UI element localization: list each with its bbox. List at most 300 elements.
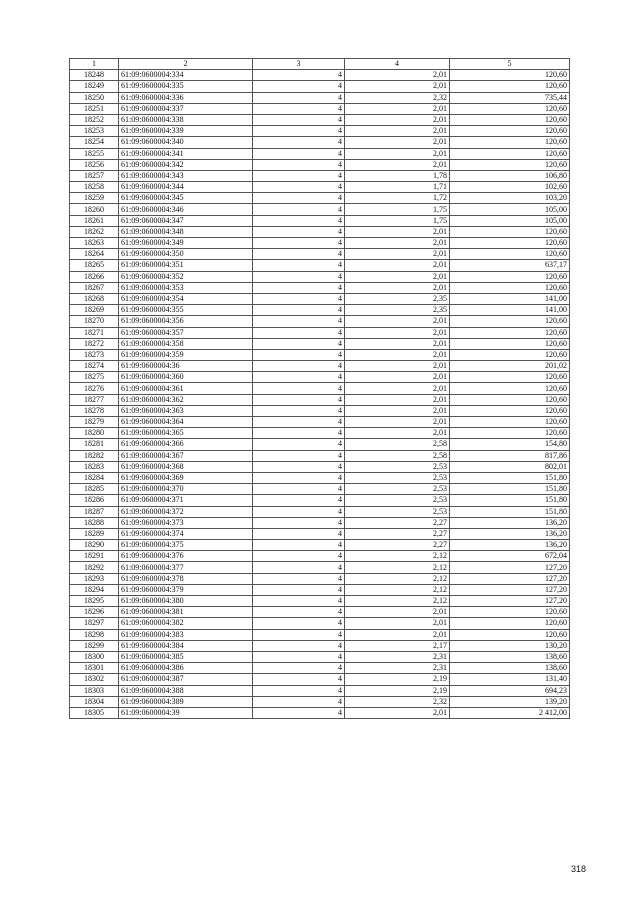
- cadastral-number-cell: 61:09:0600004:363: [119, 405, 253, 416]
- value-3-cell: 4: [253, 696, 345, 707]
- value-3-cell: 4: [253, 495, 345, 506]
- value-4-cell: 2,01: [345, 394, 450, 405]
- value-4-cell: 2,01: [345, 417, 450, 428]
- row-number-cell: 18301: [70, 663, 119, 674]
- table-row: [70, 238, 570, 249]
- cadastral-number-cell: 61:09:0600004:346: [119, 204, 253, 215]
- cadastral-number-cell: 61:09:0600004:345: [119, 193, 253, 204]
- cadastral-number-cell: 61:09:0600004:367: [119, 450, 253, 461]
- value-4-cell: 2,01: [345, 70, 450, 81]
- row-number-cell: 18274: [70, 361, 119, 372]
- value-3-cell: 4: [253, 562, 345, 573]
- value-5-cell: 120,60: [450, 629, 570, 640]
- value-4-cell: 1,75: [345, 204, 450, 215]
- cadastral-number-cell: 61:09:0600004:353: [119, 282, 253, 293]
- value-3-cell: 4: [253, 327, 345, 338]
- table-row: [70, 126, 570, 137]
- value-4-cell: 2,01: [345, 114, 450, 125]
- value-3-cell: 4: [253, 596, 345, 607]
- row-number-cell: 18256: [70, 159, 119, 170]
- value-5-cell: 120,60: [450, 417, 570, 428]
- value-5-cell: 735,44: [450, 92, 570, 103]
- row-number-cell: 18296: [70, 607, 119, 618]
- table-row: [70, 327, 570, 338]
- table-row: [70, 103, 570, 114]
- value-4-cell: 2,32: [345, 696, 450, 707]
- value-3-cell: 4: [253, 182, 345, 193]
- table-row: [70, 651, 570, 662]
- value-5-cell: 694,23: [450, 685, 570, 696]
- table-row: [70, 461, 570, 472]
- table-row: [70, 629, 570, 640]
- cadastral-number-cell: 61:09:0600004:372: [119, 506, 253, 517]
- cadastral-number-cell: 61:09:0600004:373: [119, 517, 253, 528]
- value-3-cell: 4: [253, 349, 345, 360]
- table-row: [70, 137, 570, 148]
- value-4-cell: 1,78: [345, 170, 450, 181]
- table-row: [70, 383, 570, 394]
- cadastral-number-cell: 61:09:0600004:378: [119, 573, 253, 584]
- value-4-cell: 2,01: [345, 327, 450, 338]
- table-row: [70, 640, 570, 651]
- value-5-cell: 120,60: [450, 226, 570, 237]
- cadastral-number-cell: 61:09:0600004:356: [119, 316, 253, 327]
- table-row: [70, 170, 570, 181]
- cadastral-number-cell: 61:09:0600004:339: [119, 126, 253, 137]
- table-row: [70, 249, 570, 260]
- value-5-cell: 120,60: [450, 316, 570, 327]
- table-row: [70, 495, 570, 506]
- table-row: [70, 562, 570, 573]
- value-3-cell: 4: [253, 651, 345, 662]
- value-4-cell: 2,01: [345, 226, 450, 237]
- value-4-cell: 2,01: [345, 238, 450, 249]
- table-row: [70, 293, 570, 304]
- table-row: [70, 182, 570, 193]
- cadastral-number-cell: 61:09:0600004:360: [119, 372, 253, 383]
- value-3-cell: 4: [253, 629, 345, 640]
- row-number-cell: 18260: [70, 204, 119, 215]
- value-3-cell: 4: [253, 70, 345, 81]
- value-4-cell: 2,01: [345, 618, 450, 629]
- value-3-cell: 4: [253, 540, 345, 551]
- cadastral-number-cell: 61:09:0600004:368: [119, 461, 253, 472]
- row-number-cell: 18291: [70, 551, 119, 562]
- value-3-cell: 4: [253, 103, 345, 114]
- value-3-cell: 4: [253, 707, 345, 718]
- cadastral-number-cell: 61:09:0600004:383: [119, 629, 253, 640]
- row-number-cell: 18251: [70, 103, 119, 114]
- value-5-cell: 103,20: [450, 193, 570, 204]
- cadastral-number-cell: 61:09:0600004:351: [119, 260, 253, 271]
- value-4-cell: 1,72: [345, 193, 450, 204]
- value-3-cell: 4: [253, 238, 345, 249]
- row-number-cell: 18273: [70, 349, 119, 360]
- cadastral-number-cell: 61:09:0600004:334: [119, 70, 253, 81]
- table-row: [70, 618, 570, 629]
- value-3-cell: 4: [253, 607, 345, 618]
- row-number-cell: 18293: [70, 573, 119, 584]
- value-5-cell: 151,80: [450, 472, 570, 483]
- value-4-cell: 2,01: [345, 361, 450, 372]
- table-row: [70, 707, 570, 718]
- table-row: [70, 316, 570, 327]
- table-row: [70, 663, 570, 674]
- row-number-cell: 18270: [70, 316, 119, 327]
- cadastral-number-cell: 61:09:0600004:335: [119, 81, 253, 92]
- page-number: 318: [570, 864, 586, 874]
- value-4-cell: 2,27: [345, 517, 450, 528]
- row-number-cell: 18263: [70, 238, 119, 249]
- row-number-cell: 18254: [70, 137, 119, 148]
- value-5-cell: 120,60: [450, 383, 570, 394]
- value-3-cell: 4: [253, 573, 345, 584]
- row-number-cell: 18253: [70, 126, 119, 137]
- value-4-cell: 2,27: [345, 540, 450, 551]
- cadastral-number-cell: 61:09:0600004:370: [119, 484, 253, 495]
- value-3-cell: 4: [253, 450, 345, 461]
- cadastral-number-cell: 61:09:0600004:377: [119, 562, 253, 573]
- row-number-cell: 18282: [70, 450, 119, 461]
- row-number-cell: 18249: [70, 81, 119, 92]
- row-number-cell: 18281: [70, 439, 119, 450]
- cadastral-number-cell: 61:09:0600004:389: [119, 696, 253, 707]
- value-3-cell: 4: [253, 338, 345, 349]
- column-header-5: 5: [450, 59, 570, 70]
- value-3-cell: 4: [253, 293, 345, 304]
- cadastral-number-cell: 61:09:0600004:369: [119, 472, 253, 483]
- value-5-cell: 2 412,00: [450, 707, 570, 718]
- table-row: [70, 472, 570, 483]
- table-row: [70, 405, 570, 416]
- value-5-cell: 105,00: [450, 204, 570, 215]
- row-number-cell: 18285: [70, 484, 119, 495]
- table-row: [70, 607, 570, 618]
- value-4-cell: 2,27: [345, 528, 450, 539]
- table-row: [70, 696, 570, 707]
- table-row: [70, 260, 570, 271]
- value-5-cell: 120,60: [450, 114, 570, 125]
- table-row: [70, 114, 570, 125]
- row-number-cell: 18255: [70, 148, 119, 159]
- row-number-cell: 18265: [70, 260, 119, 271]
- row-number-cell: 18262: [70, 226, 119, 237]
- value-3-cell: 4: [253, 137, 345, 148]
- value-5-cell: 120,60: [450, 372, 570, 383]
- cadastral-number-cell: 61:09:0600004:385: [119, 651, 253, 662]
- row-number-cell: 18288: [70, 517, 119, 528]
- table-row: [70, 417, 570, 428]
- table-row: [70, 517, 570, 528]
- table-row: [70, 674, 570, 685]
- value-3-cell: 4: [253, 517, 345, 528]
- value-3-cell: 4: [253, 193, 345, 204]
- table-row: [70, 349, 570, 360]
- row-number-cell: 18248: [70, 70, 119, 81]
- value-3-cell: 4: [253, 226, 345, 237]
- cadastral-number-cell: 61:09:0600004:344: [119, 182, 253, 193]
- cadastral-number-cell: 61:09:0600004:342: [119, 159, 253, 170]
- value-3-cell: 4: [253, 260, 345, 271]
- value-3-cell: 4: [253, 271, 345, 282]
- row-number-cell: 18258: [70, 182, 119, 193]
- value-5-cell: 130,20: [450, 640, 570, 651]
- value-4-cell: 2,01: [345, 249, 450, 260]
- value-4-cell: 2,53: [345, 506, 450, 517]
- row-number-cell: 18305: [70, 707, 119, 718]
- cadastral-number-cell: 61:09:0600004:336: [119, 92, 253, 103]
- value-3-cell: 4: [253, 316, 345, 327]
- value-5-cell: 802,01: [450, 461, 570, 472]
- table-row: [70, 439, 570, 450]
- value-5-cell: 120,60: [450, 148, 570, 159]
- value-4-cell: 2,53: [345, 461, 450, 472]
- value-4-cell: 2,12: [345, 584, 450, 595]
- row-number-cell: 18303: [70, 685, 119, 696]
- cadastral-number-cell: 61:09:0600004:343: [119, 170, 253, 181]
- value-3-cell: 4: [253, 439, 345, 450]
- value-5-cell: 120,60: [450, 271, 570, 282]
- table-row: [70, 596, 570, 607]
- value-4-cell: 2,32: [345, 92, 450, 103]
- row-number-cell: 18276: [70, 383, 119, 394]
- value-4-cell: 2,01: [345, 148, 450, 159]
- value-5-cell: 120,60: [450, 394, 570, 405]
- cadastral-number-cell: 61:09:0600004:380: [119, 596, 253, 607]
- value-5-cell: 672,04: [450, 551, 570, 562]
- cadastral-number-cell: 61:09:0600004:357: [119, 327, 253, 338]
- value-5-cell: 120,60: [450, 338, 570, 349]
- value-4-cell: 2,53: [345, 495, 450, 506]
- table-row: [70, 92, 570, 103]
- value-3-cell: 4: [253, 282, 345, 293]
- row-number-cell: 18292: [70, 562, 119, 573]
- row-number-cell: 18261: [70, 215, 119, 226]
- value-4-cell: 2,01: [345, 159, 450, 170]
- cadastral-number-cell: 61:09:0600004:355: [119, 305, 253, 316]
- row-number-cell: 18269: [70, 305, 119, 316]
- value-5-cell: 102,60: [450, 182, 570, 193]
- value-3-cell: 4: [253, 114, 345, 125]
- column-header-1: 1: [70, 59, 119, 70]
- cadastral-number-cell: 61:09:0600004:384: [119, 640, 253, 651]
- row-number-cell: 18268: [70, 293, 119, 304]
- cadastral-number-cell: 61:09:0600004:364: [119, 417, 253, 428]
- value-5-cell: 120,60: [450, 103, 570, 114]
- value-3-cell: 4: [253, 249, 345, 260]
- row-number-cell: 18272: [70, 338, 119, 349]
- value-3-cell: 4: [253, 159, 345, 170]
- table-row: [70, 193, 570, 204]
- value-3-cell: 4: [253, 383, 345, 394]
- value-4-cell: 2,01: [345, 338, 450, 349]
- row-number-cell: 18287: [70, 506, 119, 517]
- value-5-cell: 637,17: [450, 260, 570, 271]
- value-5-cell: 120,60: [450, 607, 570, 618]
- value-3-cell: 4: [253, 640, 345, 651]
- table-row: [70, 573, 570, 584]
- value-4-cell: 2,19: [345, 685, 450, 696]
- value-5-cell: 138,60: [450, 651, 570, 662]
- value-4-cell: 2,01: [345, 383, 450, 394]
- value-4-cell: 2,12: [345, 596, 450, 607]
- cadastral-number-cell: 61:09:0600004:349: [119, 238, 253, 249]
- table-row: [70, 159, 570, 170]
- value-5-cell: 120,60: [450, 327, 570, 338]
- value-4-cell: 2,53: [345, 472, 450, 483]
- value-5-cell: 120,60: [450, 137, 570, 148]
- row-number-cell: 18289: [70, 528, 119, 539]
- table-row: [70, 148, 570, 159]
- row-number-cell: 18300: [70, 651, 119, 662]
- cadastral-number-cell: 61:09:0600004:387: [119, 674, 253, 685]
- value-3-cell: 4: [253, 417, 345, 428]
- row-number-cell: 18297: [70, 618, 119, 629]
- value-5-cell: 151,80: [450, 484, 570, 495]
- value-3-cell: 4: [253, 506, 345, 517]
- value-5-cell: 120,60: [450, 70, 570, 81]
- value-5-cell: 120,60: [450, 428, 570, 439]
- table-body: [70, 59, 570, 719]
- value-4-cell: 2,01: [345, 81, 450, 92]
- table-row: [70, 372, 570, 383]
- table-row: [70, 506, 570, 517]
- value-5-cell: 139,20: [450, 696, 570, 707]
- value-4-cell: 2,01: [345, 428, 450, 439]
- row-number-cell: 18264: [70, 249, 119, 260]
- cadastral-number-cell: 61:09:0600004:366: [119, 439, 253, 450]
- value-4-cell: 2,01: [345, 260, 450, 271]
- cadastral-number-cell: 61:09:0600004:36: [119, 361, 253, 372]
- value-5-cell: 127,20: [450, 584, 570, 595]
- row-number-cell: 18277: [70, 394, 119, 405]
- value-4-cell: 2,01: [345, 316, 450, 327]
- table-row: [70, 338, 570, 349]
- row-number-cell: 18295: [70, 596, 119, 607]
- column-header-2: 2: [119, 59, 253, 70]
- value-5-cell: 120,60: [450, 618, 570, 629]
- value-3-cell: 4: [253, 405, 345, 416]
- value-4-cell: 2,19: [345, 674, 450, 685]
- row-number-cell: 18250: [70, 92, 119, 103]
- value-5-cell: 141,00: [450, 293, 570, 304]
- row-number-cell: 18283: [70, 461, 119, 472]
- cadastral-number-cell: 61:09:0600004:341: [119, 148, 253, 159]
- value-5-cell: 127,20: [450, 596, 570, 607]
- table-row: [70, 428, 570, 439]
- value-3-cell: 4: [253, 81, 345, 92]
- cadastral-number-cell: 61:09:0600004:382: [119, 618, 253, 629]
- value-5-cell: 120,60: [450, 249, 570, 260]
- value-4-cell: 2,01: [345, 349, 450, 360]
- value-4-cell: 2,01: [345, 282, 450, 293]
- cadastral-number-cell: 61:09:0600004:365: [119, 428, 253, 439]
- cadastral-number-cell: 61:09:0600004:359: [119, 349, 253, 360]
- cadastral-number-cell: 61:09:0600004:381: [119, 607, 253, 618]
- cadastral-number-cell: 61:09:0600004:337: [119, 103, 253, 114]
- value-3-cell: 4: [253, 92, 345, 103]
- row-number-cell: 18267: [70, 282, 119, 293]
- value-4-cell: 2,01: [345, 607, 450, 618]
- cadastral-number-cell: 61:09:0600004:379: [119, 584, 253, 595]
- value-3-cell: 4: [253, 215, 345, 226]
- value-5-cell: 120,60: [450, 159, 570, 170]
- value-4-cell: 2,12: [345, 573, 450, 584]
- row-number-cell: 18257: [70, 170, 119, 181]
- value-4-cell: 2,58: [345, 439, 450, 450]
- value-5-cell: 120,60: [450, 126, 570, 137]
- table-row: [70, 540, 570, 551]
- value-3-cell: 4: [253, 148, 345, 159]
- table-row: [70, 361, 570, 372]
- table-row: [70, 81, 570, 92]
- value-5-cell: 120,60: [450, 282, 570, 293]
- header-row: [70, 59, 570, 70]
- value-5-cell: 151,80: [450, 506, 570, 517]
- value-5-cell: 120,60: [450, 405, 570, 416]
- row-number-cell: 18271: [70, 327, 119, 338]
- cadastral-number-cell: 61:09:0600004:376: [119, 551, 253, 562]
- value-5-cell: 154,80: [450, 439, 570, 450]
- row-number-cell: 18280: [70, 428, 119, 439]
- value-4-cell: 2,12: [345, 562, 450, 573]
- cadastral-number-cell: 61:09:0600004:361: [119, 383, 253, 394]
- value-3-cell: 4: [253, 428, 345, 439]
- row-number-cell: 18266: [70, 271, 119, 282]
- table-row: [70, 271, 570, 282]
- value-5-cell: 136,20: [450, 528, 570, 539]
- row-number-cell: 18278: [70, 405, 119, 416]
- value-3-cell: 4: [253, 361, 345, 372]
- cadastral-number-cell: 61:09:0600004:362: [119, 394, 253, 405]
- table-row: [70, 450, 570, 461]
- cadastral-number-cell: 61:09:0600004:358: [119, 338, 253, 349]
- row-number-cell: 18294: [70, 584, 119, 595]
- value-4-cell: 2,58: [345, 450, 450, 461]
- cadastral-number-cell: 61:09:0600004:352: [119, 271, 253, 282]
- row-number-cell: 18302: [70, 674, 119, 685]
- value-5-cell: 136,20: [450, 540, 570, 551]
- value-4-cell: 2,01: [345, 707, 450, 718]
- value-5-cell: 120,60: [450, 81, 570, 92]
- value-4-cell: 2,17: [345, 640, 450, 651]
- value-4-cell: 2,35: [345, 293, 450, 304]
- row-number-cell: 18279: [70, 417, 119, 428]
- value-4-cell: 2,01: [345, 103, 450, 114]
- table-row: [70, 282, 570, 293]
- cadastral-number-cell: 61:09:0600004:371: [119, 495, 253, 506]
- value-5-cell: 120,60: [450, 349, 570, 360]
- cadastral-number-cell: 61:09:0600004:354: [119, 293, 253, 304]
- value-3-cell: 4: [253, 305, 345, 316]
- table-row: [70, 528, 570, 539]
- value-4-cell: 2,35: [345, 305, 450, 316]
- row-number-cell: 18298: [70, 629, 119, 640]
- value-3-cell: 4: [253, 674, 345, 685]
- value-4-cell: 2,01: [345, 405, 450, 416]
- row-number-cell: 18252: [70, 114, 119, 125]
- row-number-cell: 18290: [70, 540, 119, 551]
- row-number-cell: 18299: [70, 640, 119, 651]
- value-3-cell: 4: [253, 461, 345, 472]
- row-number-cell: 18259: [70, 193, 119, 204]
- table-row: [70, 484, 570, 495]
- value-5-cell: 131,40: [450, 674, 570, 685]
- value-5-cell: 105,00: [450, 215, 570, 226]
- cadastral-number-cell: 61:09:0600004:348: [119, 226, 253, 237]
- value-5-cell: 138,60: [450, 663, 570, 674]
- table-row: [70, 204, 570, 215]
